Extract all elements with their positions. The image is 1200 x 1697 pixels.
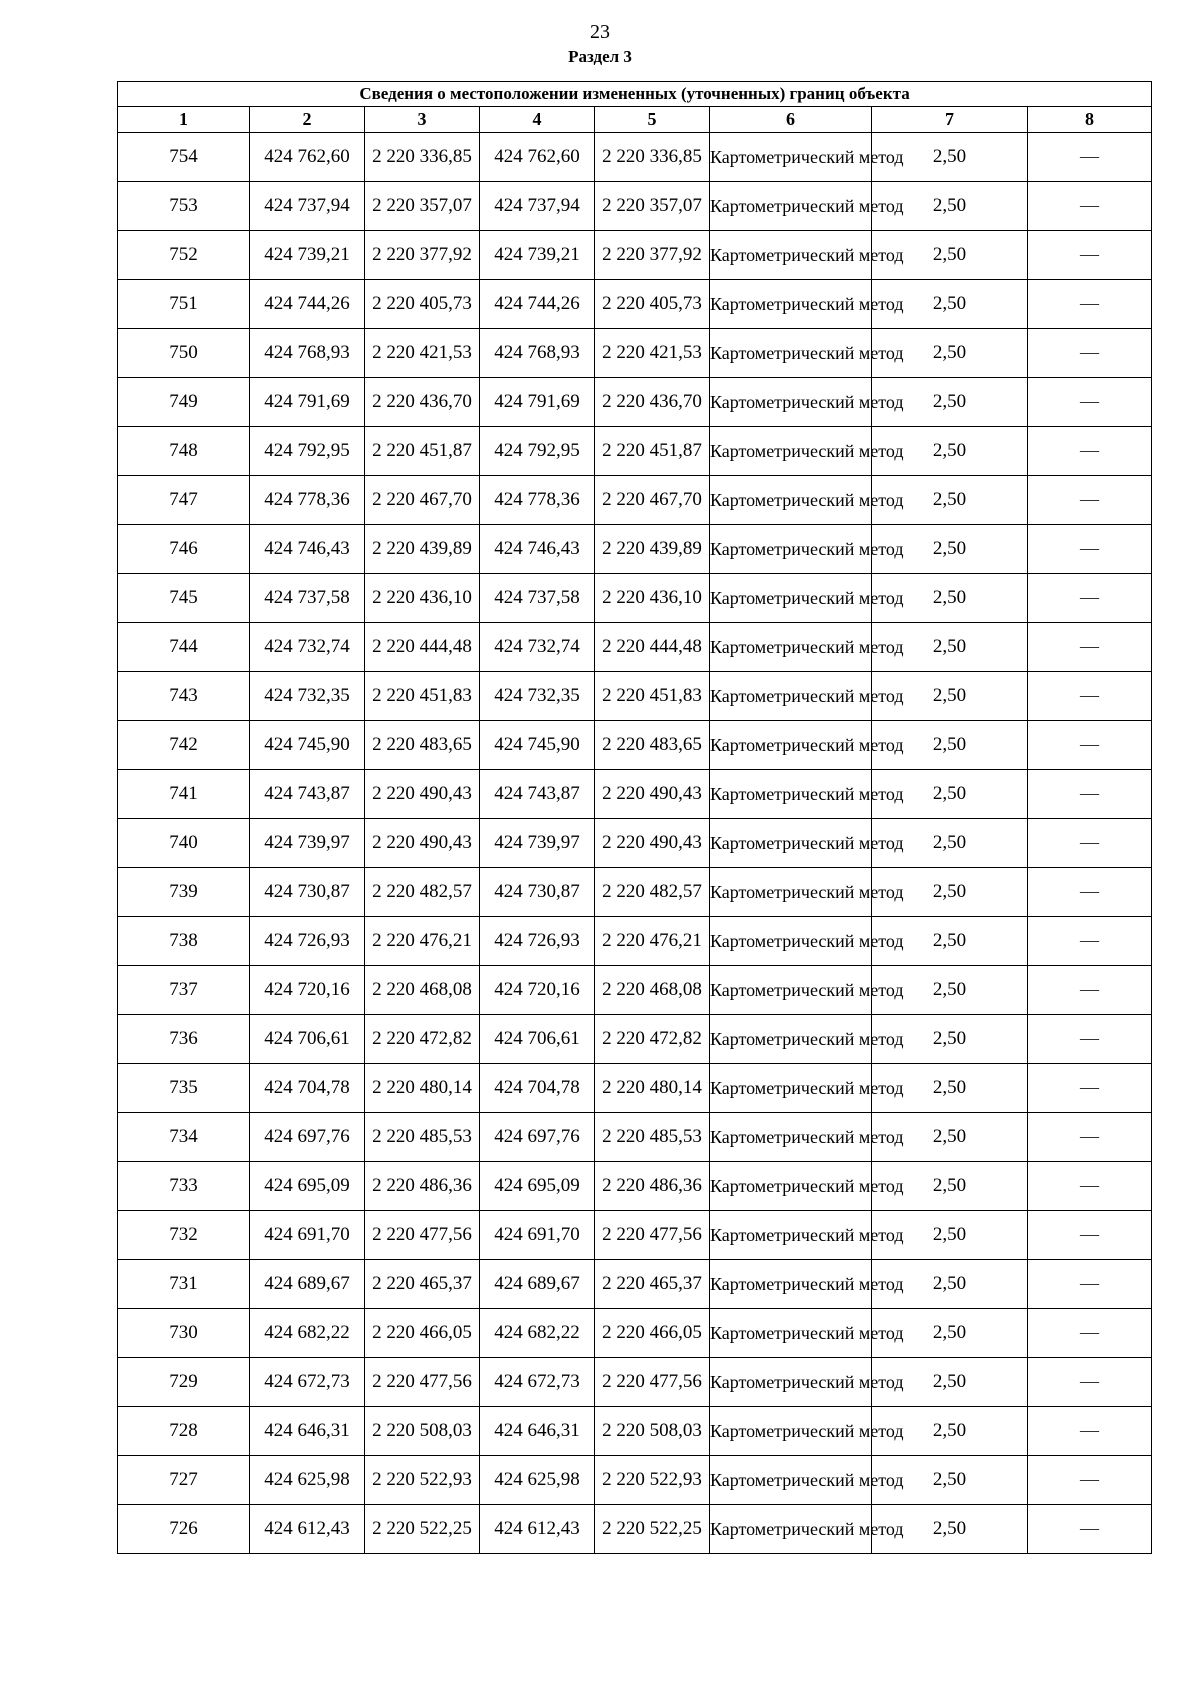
column-number: 5: [595, 107, 710, 133]
y-existing-cell: 2 220 405,73: [365, 280, 480, 329]
table-row: [118, 1505, 1152, 1554]
table-row: [118, 1162, 1152, 1211]
x-refined-cell: 424 791,69: [480, 378, 595, 427]
y-refined-cell: 2 220 436,10: [595, 574, 710, 623]
y-existing-cell: 2 220 465,37: [365, 1260, 480, 1309]
method-cell: Картометрический метод: [710, 819, 872, 868]
accuracy-cell: 2,50: [872, 525, 1028, 574]
point-number-cell: 747: [118, 476, 250, 525]
description-cell: —: [1028, 231, 1152, 280]
description-cell: —: [1028, 329, 1152, 378]
method-cell: Картометрический метод: [710, 1211, 872, 1260]
x-existing-cell: 424 762,60: [250, 133, 365, 182]
table-row: [118, 182, 1152, 231]
method-cell: Картометрический метод: [710, 378, 872, 427]
point-number-cell: 744: [118, 623, 250, 672]
description-cell: —: [1028, 1407, 1152, 1456]
x-refined-cell: 424 720,16: [480, 966, 595, 1015]
x-existing-cell: 424 612,43: [250, 1505, 365, 1554]
accuracy-cell: 2,50: [872, 1162, 1028, 1211]
table-row: [118, 1211, 1152, 1260]
description-cell: —: [1028, 1505, 1152, 1554]
x-refined-cell: 424 732,74: [480, 623, 595, 672]
method-cell: Картометрический метод: [710, 1162, 872, 1211]
column-number: 8: [1028, 107, 1152, 133]
table-caption: Сведения о местоположении измененных (уточненных) границ объекта: [118, 82, 1152, 107]
point-number-cell: 745: [118, 574, 250, 623]
description-cell: —: [1028, 623, 1152, 672]
y-existing-cell: 2 220 490,43: [365, 770, 480, 819]
point-number-cell: 737: [118, 966, 250, 1015]
y-refined-cell: 2 220 357,07: [595, 182, 710, 231]
x-refined-cell: 424 768,93: [480, 329, 595, 378]
table-row: [118, 476, 1152, 525]
point-number-cell: 752: [118, 231, 250, 280]
x-refined-cell: 424 697,76: [480, 1113, 595, 1162]
x-refined-cell: 424 706,61: [480, 1015, 595, 1064]
y-refined-cell: 2 220 485,53: [595, 1113, 710, 1162]
y-refined-cell: 2 220 522,25: [595, 1505, 710, 1554]
column-number: 1: [118, 107, 250, 133]
table-row: [118, 1456, 1152, 1505]
x-refined-cell: 424 737,58: [480, 574, 595, 623]
x-existing-cell: 424 745,90: [250, 721, 365, 770]
accuracy-cell: 2,50: [872, 966, 1028, 1015]
accuracy-cell: 2,50: [872, 819, 1028, 868]
accuracy-cell: 2,50: [872, 1113, 1028, 1162]
x-refined-cell: 424 778,36: [480, 476, 595, 525]
accuracy-cell: 2,50: [872, 868, 1028, 917]
description-cell: —: [1028, 574, 1152, 623]
table-row: [118, 525, 1152, 574]
table-row: [118, 1260, 1152, 1309]
point-number-cell: 726: [118, 1505, 250, 1554]
y-existing-cell: 2 220 436,70: [365, 378, 480, 427]
y-refined-cell: 2 220 480,14: [595, 1064, 710, 1113]
description-cell: —: [1028, 1015, 1152, 1064]
x-existing-cell: 424 726,93: [250, 917, 365, 966]
description-cell: —: [1028, 917, 1152, 966]
x-refined-cell: 424 744,26: [480, 280, 595, 329]
x-refined-cell: 424 730,87: [480, 868, 595, 917]
accuracy-cell: 2,50: [872, 231, 1028, 280]
y-refined-cell: 2 220 472,82: [595, 1015, 710, 1064]
x-existing-cell: 424 730,87: [250, 868, 365, 917]
x-existing-cell: 424 720,16: [250, 966, 365, 1015]
coordinates-table: [117, 81, 1152, 1554]
x-existing-cell: 424 746,43: [250, 525, 365, 574]
description-cell: —: [1028, 182, 1152, 231]
x-refined-cell: 424 646,31: [480, 1407, 595, 1456]
y-refined-cell: 2 220 377,92: [595, 231, 710, 280]
accuracy-cell: 2,50: [872, 1407, 1028, 1456]
x-refined-cell: 424 704,78: [480, 1064, 595, 1113]
method-cell: Картометрический метод: [710, 1407, 872, 1456]
y-refined-cell: 2 220 477,56: [595, 1211, 710, 1260]
x-existing-cell: 424 706,61: [250, 1015, 365, 1064]
x-existing-cell: 424 739,97: [250, 819, 365, 868]
table-row: [118, 819, 1152, 868]
y-refined-cell: 2 220 421,53: [595, 329, 710, 378]
method-cell: Картометрический метод: [710, 231, 872, 280]
x-refined-cell: 424 732,35: [480, 672, 595, 721]
table-row: [118, 966, 1152, 1015]
table-row: [118, 1358, 1152, 1407]
accuracy-cell: 2,50: [872, 1211, 1028, 1260]
y-existing-cell: 2 220 477,56: [365, 1211, 480, 1260]
method-cell: Картометрический метод: [710, 917, 872, 966]
method-cell: Картометрический метод: [710, 721, 872, 770]
method-cell: Картометрический метод: [710, 1064, 872, 1113]
x-existing-cell: 424 689,67: [250, 1260, 365, 1309]
y-refined-cell: 2 220 467,70: [595, 476, 710, 525]
description-cell: —: [1028, 819, 1152, 868]
description-cell: —: [1028, 525, 1152, 574]
accuracy-cell: 2,50: [872, 574, 1028, 623]
y-existing-cell: 2 220 467,70: [365, 476, 480, 525]
y-existing-cell: 2 220 522,25: [365, 1505, 480, 1554]
x-existing-cell: 424 732,74: [250, 623, 365, 672]
table-row: [118, 917, 1152, 966]
y-existing-cell: 2 220 468,08: [365, 966, 480, 1015]
y-refined-cell: 2 220 405,73: [595, 280, 710, 329]
accuracy-cell: 2,50: [872, 329, 1028, 378]
x-refined-cell: 424 726,93: [480, 917, 595, 966]
x-refined-cell: 424 682,22: [480, 1309, 595, 1358]
y-existing-cell: 2 220 377,92: [365, 231, 480, 280]
point-number-cell: 734: [118, 1113, 250, 1162]
x-refined-cell: 424 739,97: [480, 819, 595, 868]
x-existing-cell: 424 768,93: [250, 329, 365, 378]
description-cell: —: [1028, 133, 1152, 182]
y-refined-cell: 2 220 490,43: [595, 819, 710, 868]
description-cell: —: [1028, 1260, 1152, 1309]
point-number-cell: 730: [118, 1309, 250, 1358]
table-row: [118, 574, 1152, 623]
x-refined-cell: 424 762,60: [480, 133, 595, 182]
column-number: 7: [872, 107, 1028, 133]
column-number: 6: [710, 107, 872, 133]
table-row: [118, 1407, 1152, 1456]
y-existing-cell: 2 220 485,53: [365, 1113, 480, 1162]
y-refined-cell: 2 220 466,05: [595, 1309, 710, 1358]
point-number-cell: 732: [118, 1211, 250, 1260]
method-cell: Картометрический метод: [710, 868, 872, 917]
accuracy-cell: 2,50: [872, 182, 1028, 231]
y-existing-cell: 2 220 490,43: [365, 819, 480, 868]
description-cell: —: [1028, 672, 1152, 721]
table-row: [118, 770, 1152, 819]
table-row: [118, 868, 1152, 917]
y-existing-cell: 2 220 508,03: [365, 1407, 480, 1456]
y-refined-cell: 2 220 486,36: [595, 1162, 710, 1211]
x-existing-cell: 424 739,21: [250, 231, 365, 280]
method-cell: Картометрический метод: [710, 770, 872, 819]
accuracy-cell: 2,50: [872, 623, 1028, 672]
table-body: [118, 133, 1152, 1554]
point-number-cell: 751: [118, 280, 250, 329]
accuracy-cell: 2,50: [872, 770, 1028, 819]
accuracy-cell: 2,50: [872, 427, 1028, 476]
point-number-cell: 743: [118, 672, 250, 721]
point-number-cell: 731: [118, 1260, 250, 1309]
x-refined-cell: 424 743,87: [480, 770, 595, 819]
point-number-cell: 739: [118, 868, 250, 917]
accuracy-cell: 2,50: [872, 280, 1028, 329]
description-cell: —: [1028, 1113, 1152, 1162]
y-existing-cell: 2 220 482,57: [365, 868, 480, 917]
method-cell: Картометрический метод: [710, 1309, 872, 1358]
y-refined-cell: 2 220 451,87: [595, 427, 710, 476]
y-existing-cell: 2 220 444,48: [365, 623, 480, 672]
table-row: [118, 1309, 1152, 1358]
y-existing-cell: 2 220 439,89: [365, 525, 480, 574]
method-cell: Картометрический метод: [710, 182, 872, 231]
x-refined-cell: 424 691,70: [480, 1211, 595, 1260]
y-refined-cell: 2 220 436,70: [595, 378, 710, 427]
point-number-cell: 754: [118, 133, 250, 182]
x-existing-cell: 424 792,95: [250, 427, 365, 476]
accuracy-cell: 2,50: [872, 917, 1028, 966]
point-number-cell: 728: [118, 1407, 250, 1456]
table-row: [118, 133, 1152, 182]
method-cell: Картометрический метод: [710, 476, 872, 525]
point-number-cell: 729: [118, 1358, 250, 1407]
y-existing-cell: 2 220 436,10: [365, 574, 480, 623]
method-cell: Картометрический метод: [710, 1113, 872, 1162]
accuracy-cell: 2,50: [872, 133, 1028, 182]
x-refined-cell: 424 612,43: [480, 1505, 595, 1554]
y-existing-cell: 2 220 522,93: [365, 1456, 480, 1505]
x-existing-cell: 424 691,70: [250, 1211, 365, 1260]
description-cell: —: [1028, 1309, 1152, 1358]
x-existing-cell: 424 646,31: [250, 1407, 365, 1456]
column-number: 3: [365, 107, 480, 133]
method-cell: Картометрический метод: [710, 1260, 872, 1309]
section-title: Раздел 3: [568, 47, 632, 66]
method-cell: Картометрический метод: [710, 280, 872, 329]
y-refined-cell: 2 220 482,57: [595, 868, 710, 917]
method-cell: Картометрический метод: [710, 329, 872, 378]
accuracy-cell: 2,50: [872, 476, 1028, 525]
x-existing-cell: 424 625,98: [250, 1456, 365, 1505]
x-refined-cell: 424 792,95: [480, 427, 595, 476]
accuracy-cell: 2,50: [872, 1064, 1028, 1113]
x-refined-cell: 424 625,98: [480, 1456, 595, 1505]
x-existing-cell: 424 695,09: [250, 1162, 365, 1211]
description-cell: —: [1028, 476, 1152, 525]
column-number-row: [118, 107, 1152, 133]
point-number-cell: 740: [118, 819, 250, 868]
y-existing-cell: 2 220 483,65: [365, 721, 480, 770]
table-row: [118, 1015, 1152, 1064]
x-refined-cell: 424 737,94: [480, 182, 595, 231]
x-existing-cell: 424 737,58: [250, 574, 365, 623]
y-existing-cell: 2 220 476,21: [365, 917, 480, 966]
page-number: 23: [590, 21, 610, 43]
y-refined-cell: 2 220 522,93: [595, 1456, 710, 1505]
accuracy-cell: 2,50: [872, 1456, 1028, 1505]
x-existing-cell: 424 744,26: [250, 280, 365, 329]
method-cell: Картометрический метод: [710, 1505, 872, 1554]
point-number-cell: 750: [118, 329, 250, 378]
x-existing-cell: 424 791,69: [250, 378, 365, 427]
x-refined-cell: 424 689,67: [480, 1260, 595, 1309]
y-existing-cell: 2 220 480,14: [365, 1064, 480, 1113]
description-cell: —: [1028, 868, 1152, 917]
y-existing-cell: 2 220 466,05: [365, 1309, 480, 1358]
column-number: 4: [480, 107, 595, 133]
x-refined-cell: 424 745,90: [480, 721, 595, 770]
table-row: [118, 721, 1152, 770]
y-existing-cell: 2 220 472,82: [365, 1015, 480, 1064]
method-cell: Картометрический метод: [710, 427, 872, 476]
description-cell: —: [1028, 1358, 1152, 1407]
method-cell: Картометрический метод: [710, 574, 872, 623]
description-cell: —: [1028, 1162, 1152, 1211]
method-cell: Картометрический метод: [710, 1358, 872, 1407]
y-refined-cell: 2 220 490,43: [595, 770, 710, 819]
description-cell: —: [1028, 1211, 1152, 1260]
x-refined-cell: 424 739,21: [480, 231, 595, 280]
method-cell: Картометрический метод: [710, 525, 872, 574]
x-existing-cell: 424 778,36: [250, 476, 365, 525]
point-number-cell: 753: [118, 182, 250, 231]
description-cell: —: [1028, 1064, 1152, 1113]
x-existing-cell: 424 737,94: [250, 182, 365, 231]
table-row: [118, 427, 1152, 476]
description-cell: —: [1028, 966, 1152, 1015]
y-existing-cell: 2 220 477,56: [365, 1358, 480, 1407]
x-refined-cell: 424 672,73: [480, 1358, 595, 1407]
point-number-cell: 746: [118, 525, 250, 574]
description-cell: —: [1028, 1456, 1152, 1505]
x-existing-cell: 424 672,73: [250, 1358, 365, 1407]
y-refined-cell: 2 220 465,37: [595, 1260, 710, 1309]
point-number-cell: 748: [118, 427, 250, 476]
y-refined-cell: 2 220 477,56: [595, 1358, 710, 1407]
method-cell: Картометрический метод: [710, 1456, 872, 1505]
y-existing-cell: 2 220 336,85: [365, 133, 480, 182]
y-existing-cell: 2 220 451,83: [365, 672, 480, 721]
table-row: [118, 378, 1152, 427]
point-number-cell: 733: [118, 1162, 250, 1211]
y-refined-cell: 2 220 476,21: [595, 917, 710, 966]
description-cell: —: [1028, 770, 1152, 819]
point-number-cell: 727: [118, 1456, 250, 1505]
accuracy-cell: 2,50: [872, 1260, 1028, 1309]
table-row: [118, 329, 1152, 378]
accuracy-cell: 2,50: [872, 721, 1028, 770]
description-cell: —: [1028, 721, 1152, 770]
point-number-cell: 736: [118, 1015, 250, 1064]
accuracy-cell: 2,50: [872, 378, 1028, 427]
table-row: [118, 672, 1152, 721]
accuracy-cell: 2,50: [872, 1309, 1028, 1358]
x-existing-cell: 424 682,22: [250, 1309, 365, 1358]
point-number-cell: 742: [118, 721, 250, 770]
accuracy-cell: 2,50: [872, 672, 1028, 721]
method-cell: Картометрический метод: [710, 623, 872, 672]
y-existing-cell: 2 220 421,53: [365, 329, 480, 378]
y-refined-cell: 2 220 336,85: [595, 133, 710, 182]
table-row: [118, 280, 1152, 329]
point-number-cell: 735: [118, 1064, 250, 1113]
y-refined-cell: 2 220 451,83: [595, 672, 710, 721]
y-refined-cell: 2 220 444,48: [595, 623, 710, 672]
x-existing-cell: 424 743,87: [250, 770, 365, 819]
y-refined-cell: 2 220 483,65: [595, 721, 710, 770]
y-existing-cell: 2 220 357,07: [365, 182, 480, 231]
method-cell: Картометрический метод: [710, 672, 872, 721]
x-refined-cell: 424 746,43: [480, 525, 595, 574]
point-number-cell: 738: [118, 917, 250, 966]
y-refined-cell: 2 220 468,08: [595, 966, 710, 1015]
table-row: [118, 231, 1152, 280]
y-refined-cell: 2 220 508,03: [595, 1407, 710, 1456]
x-refined-cell: 424 695,09: [480, 1162, 595, 1211]
accuracy-cell: 2,50: [872, 1505, 1028, 1554]
y-refined-cell: 2 220 439,89: [595, 525, 710, 574]
method-cell: Картометрический метод: [710, 1015, 872, 1064]
column-number: 2: [250, 107, 365, 133]
table-row: [118, 623, 1152, 672]
x-existing-cell: 424 704,78: [250, 1064, 365, 1113]
x-existing-cell: 424 697,76: [250, 1113, 365, 1162]
table-row: [118, 1113, 1152, 1162]
description-cell: —: [1028, 427, 1152, 476]
point-number-cell: 741: [118, 770, 250, 819]
method-cell: Картометрический метод: [710, 133, 872, 182]
accuracy-cell: 2,50: [872, 1015, 1028, 1064]
y-existing-cell: 2 220 451,87: [365, 427, 480, 476]
description-cell: —: [1028, 280, 1152, 329]
y-existing-cell: 2 220 486,36: [365, 1162, 480, 1211]
accuracy-cell: 2,50: [872, 1358, 1028, 1407]
point-number-cell: 749: [118, 378, 250, 427]
description-cell: —: [1028, 378, 1152, 427]
method-cell: Картометрический метод: [710, 966, 872, 1015]
x-existing-cell: 424 732,35: [250, 672, 365, 721]
table-row: [118, 1064, 1152, 1113]
